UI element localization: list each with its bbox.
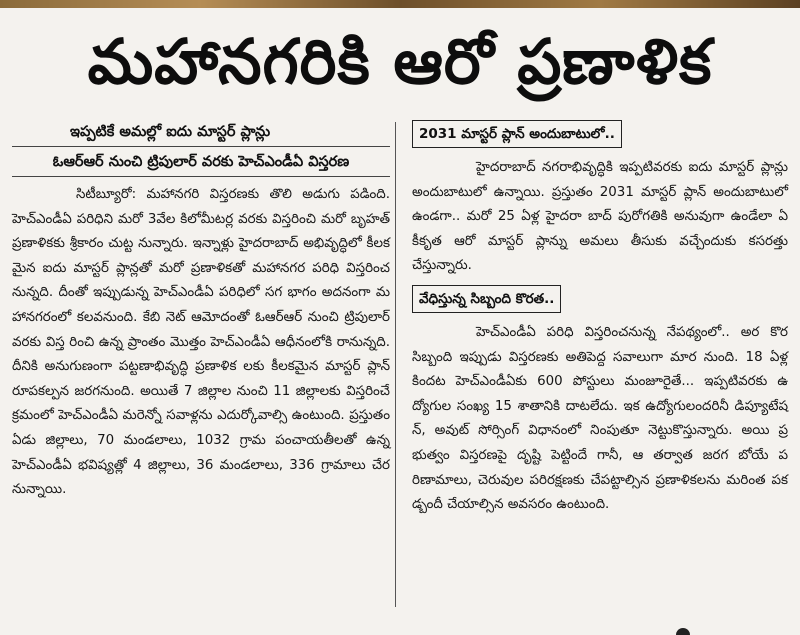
right-body-text-1: హైదరాబాద్ నగరాభివృద్ధికి ఇప్పటివరకు ఐదు మాస్టర్ ప్లాన్లు అందుబాటులో ఉన్నాయి. ప్రస్తుతం 2031 మాస్టర్ ప్లాన్ అందుబాటులో ఉండగా.. మరో 25 ఏళ్ల హైదరా బాద్ పురోగతికి అనువుగా ఉండేలా ఏకీకృత ఆరో మాస్టర్ ప్లాన్ను అమలు తీసుకు వచ్చేందుకు కసరత్తు చేస్తున్నారు. (412, 160, 788, 274)
kicker: ఇప్పటికే అమల్లో ఐదు మాస్టర్ ప్లాన్లు (70, 124, 271, 140)
left-body-text: సిటీబ్యూరో: మహానగరి విస్తరణకు తొలి అడుగు పడింది. హెచ్ఎండీఏ పరిధిని మరో 3వేల కిలోమీటర్ల వరకు విస్తరించి మరో బృహత్ ప్రణాళికకు శ్రీకారం చుట్ట నున్నారు. ఇన్నాళ్లు హైదరాబాద్ అభివృద్ధిలో కీలకమైన ఐదు మాస్టర్ ప్లాన్లతో మరో ప్రణాళికతో మహానగర పరిధి విస్తరించనున్నది. దీంతో ఇప్పుడున్న హెచ్ఎండీఏ పరిధిలో సగ భాగం అదనంగా మహానగరంలో కలవనుంది. కేబి నెట్ ఆమోదంతో ఓఆర్ఆర్ నుంచి ట్రిపులార్ వరకు విస్త రించి ఉన్న ప్రాంతం మొత్తం హెచ్ఎండీఏ ఆధీనంలోకి రానున్నది. దీనికి అనుగుణంగా పట్టణాభివృద్ధి ప్రణాళిక లకు కీలకమైన మాస్టర్ ప్లాన్ రూపకల్పన జరగనుంది. అయితే 7 జిల్లాల నుంచి 11 జిల్లాలకు విస్తరించే క్రమంలో హెచ్ఎండీఏ మరెన్నో సవాళ్లను ఎదుర్కోవాల్సి ఉంటుంది. ప్రస్తుతం ఏడు జిల్లాలు, 70 మండలాలు, 1032 గ్రామ పంచాయతీలతో ఉన్న హెచ్ఎండీఏ భవిష్యత్లో 4 జిల్లాలు, 36 మండలాలు, 336 గ్రామాలు చేరనున్నాయి. (12, 187, 390, 498)
section-heading-staff-shortage: వేధిస్తున్న సిబ్బంది కొరత.. (412, 285, 561, 313)
subheadline: ఓఆర్ఆర్ నుంచి ట్రిపులార్ వరకు హెచ్ఎండీఏ విస్తరణ (52, 154, 350, 170)
right-body-text-2: హెచ్ఎండీఏ పరిధి విస్తరించనున్న నేపథ్యంలో.. అర కొర సిబ్బంది ఇప్పుడు విస్తరణకు అతిపెద్ద సవాలుగా మార నుంది. 18 ఏళ్ల కిందట హెచ్ఎండీఏకు 600 పోస్టులు మంజూరైతే... ఇప్పటివరకు ఉద్యోగుల సంఖ్య 15 శాతానికి దాటలేదు. ఇక ఉద్యోగులందరినీ డిప్యూటేషన్, అవుట్ సోర్సింగ్ విధానంలో నింపుతూ నెట్టుకొస్తున్నారు. అయి ప్రభుత్వం విస్తరణపై దృష్టి పెట్టిందే గానీ, ఆ తర్వాత జరగ బోయే పరిణామాలు, చెరువుల పరిరక్షణకు చేపట్టాల్సిన ప్రణాళికలను మరింత పకడ్బందీ చేయాల్సిన అవసరం ఉంటుంది. (412, 324, 788, 513)
headline: మహానగరికి ఆరో ప్రణాళిక (87, 25, 713, 98)
page-corner-mark (676, 628, 690, 635)
column-divider (395, 122, 396, 607)
subheadline-rule (12, 176, 390, 177)
section-heading-master-plan: 2031 మాస్టర్ ప్లాన్ అందుబాటులో.. (412, 120, 622, 148)
top-photo-strip (0, 0, 800, 8)
left-column (12, 118, 390, 503)
right-column (402, 118, 788, 518)
kicker-rule (12, 146, 390, 147)
